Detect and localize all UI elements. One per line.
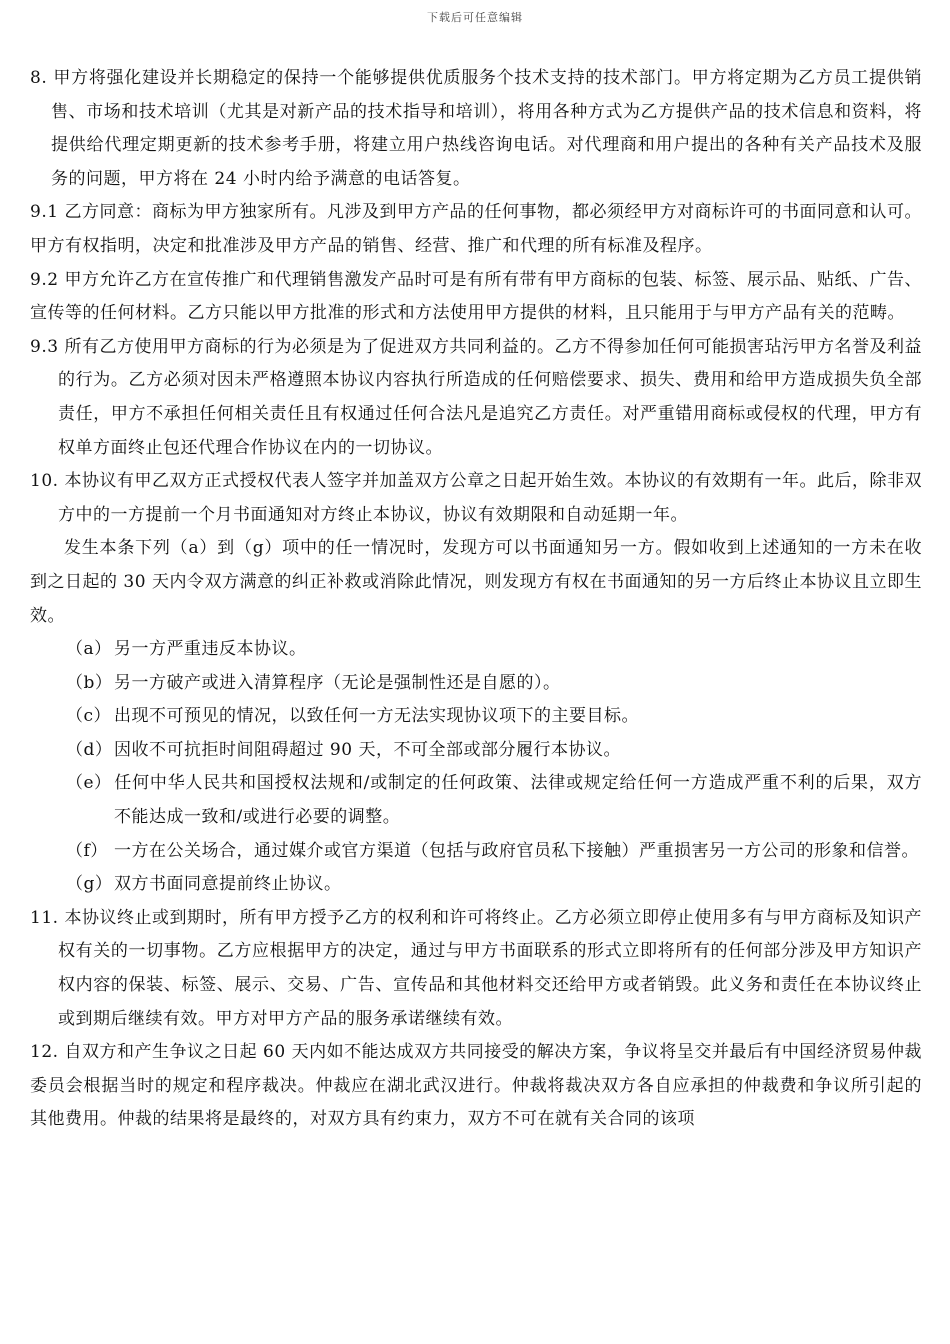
clause-text: 本协议终止或到期时，所有甲方授予乙方的权利和许可将终止。乙方必须立即停止使用多有与甲方商标及知识产权有关的一切事物。乙方应根据甲方的决定，通过与甲方书面联系的形式立即将所有的任何部分涉及甲方知识产权内容的保装、标签、展示、交易、广告、宣传品和其他材料交还给甲方或者销毁。此义务和责任在本协议终止或到期后继续有效。甲方对甲方产品的服务承诺继续有效。 — [58, 907, 922, 1029]
list-item-g — [30, 868, 922, 902]
clause-9-2 — [30, 264, 922, 331]
clause-text: 甲方将强化建设并长期稳定的保持一个能够提供优质服务个技术支持的技术部门。甲方将定期为乙方员工提供销售、市场和技术培训（尤其是对新产品的技术指导和培训），将用各种方式为乙方提供产品的技术信息和资料，将提供给代理定期更新的技术参考手册，将建立用户热线咨询电话。对代理商和用户提出的各种有关产品技术及服务的问题，甲方将在 24 小时内给予满意的电话答复。 — [51, 68, 923, 189]
item-text: 任何中华人民共和国授权法规和/或制定的任何政策、法律或规定给任何一方造成严重不利的后果，双方不能达成一致和/或进行必要的调整。 — [114, 773, 922, 828]
clause-text: 甲方允许乙方在宣传推广和代理销售激发产品时可是有所有带有甲方商标的包装、标签、展示品、贴纸、广告、宣传等的任何材料。乙方只能以甲方批准的形式和方法使用甲方提供的材料，且只能用于与甲方产品有关的范畴。 — [30, 269, 922, 324]
item-text: 出现不可预见的情况，以致任何一方无法实现协议项下的主要目标。 — [114, 706, 639, 727]
item-text: 另一方严重违反本协议。 — [114, 639, 307, 660]
clause-12 — [30, 1036, 922, 1137]
clause-number: 8. — [30, 68, 48, 88]
item-label: （f） — [66, 840, 108, 861]
clause-number: 9.2 — [30, 269, 59, 290]
clause-number: 12. — [30, 1042, 59, 1063]
clause-number: 11. — [30, 907, 59, 928]
clause-number: 9.1 — [30, 202, 59, 223]
list-item-b — [30, 667, 922, 701]
list-item-f — [30, 835, 922, 869]
clause-text: 本协议有甲乙双方正式授权代表人签字并加盖双方公章之日起开始生效。本协议的有效期有一年。此后，除非双方中的一方提前一个月书面通知对方终止本协议，协议有效期限和自动延期一年。 — [58, 471, 922, 525]
item-label: （b） — [66, 672, 113, 693]
clause-10 — [30, 465, 922, 532]
item-text: 双方书面同意提前终止协议。 — [114, 874, 342, 895]
item-label: （d） — [66, 739, 113, 760]
clause-text: 所有乙方使用甲方商标的行为必须是为了促进双方共同利益的。乙方不得参加任何可能损害玷污甲方名誉及利益的行为。乙方必须对因未严格遵照本协议内容执行所造成的任何赔偿要求、损失、费用和给甲方造成损失负全部责任，甲方不承担任何相关责任且有权通过任何合法凡是追究乙方责任。对严重错用商标或侵权的代理，甲方有权单方面终止包还代理合作协议在内的一切协议。 — [58, 336, 922, 458]
item-text: 另一方破产或进入清算程序（无论是强制性还是自愿的）。 — [114, 672, 561, 693]
clause-number: 9.3 — [30, 336, 59, 357]
list-item-a — [30, 633, 922, 667]
item-text: 一方在公关场合，通过媒介或官方渠道（包括与政府官员私下接触）严重损害另一方公司的形象和信誉。 — [114, 840, 919, 861]
clause-number: 10. — [30, 471, 59, 492]
page-header: 下载后可任意编辑 — [427, 11, 523, 24]
item-text: 因收不可抗拒时间阻碍超过 90 天，不可全部或部分履行本协议。 — [114, 739, 621, 760]
clause-9-3 — [30, 331, 922, 465]
clause-text: 自双方和产生争议之日起 60 天内如不能达成双方共同接受的解决方案，争议将呈交并最后有中国经济贸易仲裁委员会根据当时的规定和程序裁决。仲裁应在湖北武汉进行。仲裁将裁决双方各自应承担的仲裁费和争议所引起的其他费用。仲裁的结果将是最终的，对双方具有约束力，双方不可在就有关合同的该项 — [30, 1042, 923, 1130]
clause-10-paragraph-2: 发生本条下列（a）到（g）项中的任一情况时，发现方可以书面通知另一方。假如收到上述通知的一方未在收到之日起的 30 天内令双方满意的纠正补救或消除此情况，则发现方有权在书面通知的另一方后终止本协议且立即生效。 — [30, 538, 922, 626]
item-label: （a） — [66, 639, 112, 660]
item-label: （e） — [66, 773, 112, 794]
list-item-c — [30, 700, 922, 734]
item-label: （g） — [66, 874, 113, 895]
clause-8 — [30, 62, 922, 196]
clause-11 — [30, 902, 922, 1036]
list-item-d — [30, 734, 922, 768]
clause-9-1 — [30, 196, 922, 263]
document-body — [30, 62, 922, 1137]
list-item-e — [30, 767, 922, 834]
item-label: （c） — [66, 706, 112, 727]
clause-text: 乙方同意：商标为甲方独家所有。凡涉及到甲方产品的任何事物，都必须经甲方对商标许可的书面同意和认可。甲方有权指明，决定和批准涉及甲方产品的销售、经营、推广和代理的所有标准及程序。 — [30, 202, 922, 256]
